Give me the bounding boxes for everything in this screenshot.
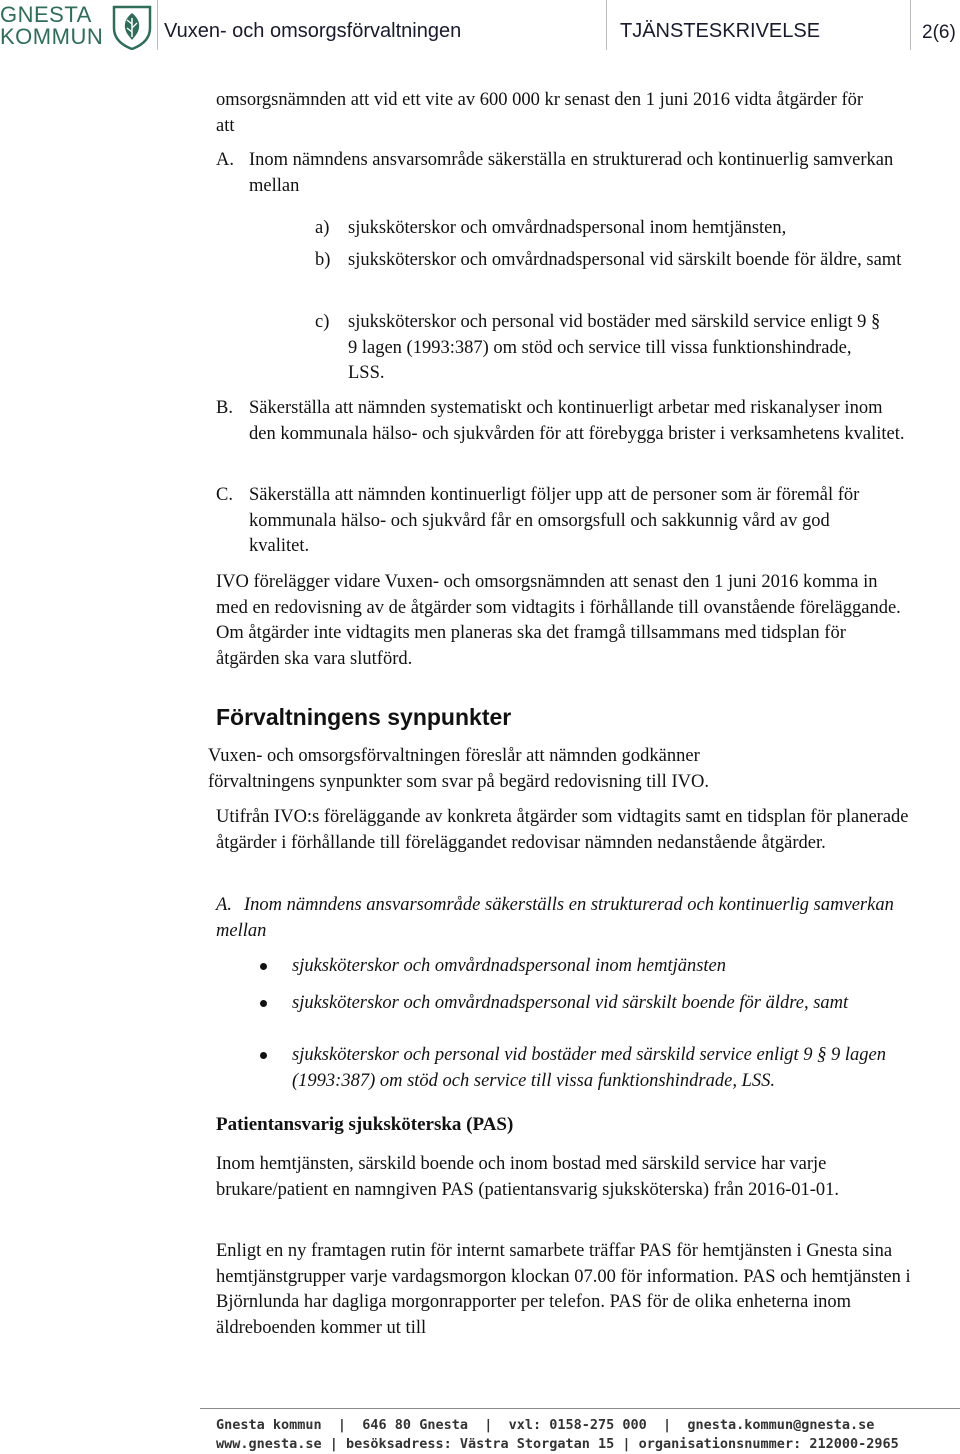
header-page-number: 2(6) [922, 22, 956, 43]
list-marker-a: a) [315, 218, 330, 238]
page-header [0, 0, 960, 66]
bullet-icon [260, 1052, 267, 1059]
bullet-item: sjuksköterskor och omvårdnadspersonal vid särskilt boende för äldre, samt [292, 993, 849, 1013]
pas-heading: Patientansvarig sjuksköterska (PAS) [216, 1114, 514, 1135]
pas-paragraph-2: Enligt en ny framtagen rutin för internt samarbete träffar PAS för hemtjänsten i Gnesta sina hemtjänstgrupper varje vardagsmorgon klockan 07.00 för information. PAS och hemtjänsten i Björnlunda har dagliga morgonrapporter per telefon. PAS för de olika enheterna inom äldreboenden kommer ut till [216, 1241, 911, 1338]
list-marker-C: C. [216, 485, 233, 505]
footer-address-line: www.gnesta.se | besöksadress: Västra Storgatan 15 | organisationsnummer: 212000-2965 [216, 1436, 899, 1452]
gnesta-kommun-logo [0, 2, 160, 52]
bullet-icon [260, 1000, 267, 1007]
bullet-item: sjuksköterskor och personal vid bostäder med särskild service enligt 9 § 9 lagen (1993:387) om stöd och service till vissa funktionshindrade, LSS. [292, 1045, 886, 1091]
item-B-text: Säkerställa att nämnden systematiskt och kontinuerligt arbetar med riskanalyser inom den kommunala hälso- och sjukvården för att förebygga brister i verksamhetens kvalitet. [249, 398, 905, 444]
logo-text-line2: KOMMUN [0, 24, 104, 49]
bullet-icon [260, 963, 267, 970]
item-C-text: Säkerställa att nämnden kontinuerligt följer upp att de personer som är föremål för kommunala hälso- och sjukvård får en omsorgsfull och sakkunnig vård av god kvalitet. [249, 485, 860, 556]
header-divider [910, 0, 911, 50]
pas-paragraph-1: Inom hemtjänsten, särskild boende och inom bostad med särskild service har varje brukare/patient en namngiven PAS (patientansvarig sjuksköterska) från 2016-01-01. [216, 1154, 840, 1200]
section-heading: Förvaltningens synpunkter [216, 704, 512, 730]
header-organization: Vuxen- och omsorgsförvaltningen [164, 20, 462, 42]
item-A-text: Inom nämndens ansvarsområde säkerställa en strukturerad och kontinuerlig samverkan mellan [249, 150, 894, 196]
ivo-paragraph: IVO förelägger vidare Vuxen- och omsorgsnämnden att senast den 1 juni 2016 komma in med en redovisning av de åtgärder som vidtagits i förhållande till ovanstående föreläggande. Om åtgärder inte vidtagits men planeras ska det framgå tillsammans med tidsplan för åtgärden ska vara slutförd. [216, 572, 901, 669]
proposal-paragraph: Vuxen- och omsorgsförvaltningen föreslår att nämnden godkänner förvaltningens synpunkter som svar på begärd redovisning till IVO. [208, 746, 709, 792]
item-c-text: sjuksköterskor och personal vid bostäder med särskild service enligt 9 § 9 lagen (1993:387) om stöd och service till vissa funktionshindrade, LSS. [348, 312, 881, 383]
list-marker-A: A. [216, 150, 234, 170]
list-marker-B: B. [216, 398, 233, 418]
item-A2-text: Inom nämndens ansvarsområde säkerställs en strukturerad och kontinuerlig samverkan mellan [216, 895, 894, 941]
header-divider [157, 0, 158, 50]
list-marker-c: c) [315, 312, 330, 332]
footer-contact-line: Gnesta kommun | 646 80 Gnesta | vxl: 0158-275 000 | gnesta.kommun@gnesta.se [216, 1417, 875, 1433]
intro-paragraph: omsorgsnämnden att vid ett vite av 600 000 kr senast den 1 juni 2016 vidta åtgärder för att [216, 90, 864, 136]
logo-text-line1: GNESTA [0, 2, 92, 27]
header-divider [606, 0, 607, 50]
list-marker-A2: A. [216, 895, 232, 915]
item-b-text: sjuksköterskor och omvårdnadspersonal vid särskilt boende för äldre, samt [348, 250, 902, 270]
bullet-item: sjuksköterskor och omvårdnadspersonal inom hemtjänsten [292, 956, 727, 976]
footer-divider [200, 1408, 960, 1409]
list-marker-b: b) [315, 250, 331, 270]
header-document-type: TJÄNSTESKRIVELSE [620, 20, 821, 42]
item-a-text: sjuksköterskor och omvårdnadspersonal inom hemtjänsten, [348, 218, 787, 238]
measures-paragraph: Utifrån IVO:s föreläggande av konkreta åtgärder som vidtagits samt en tidsplan för planerade åtgärder i förhållande till föreläggandet redovisar nämnden nedanstående åtgärder. [216, 807, 909, 853]
coat-of-arms-icon [110, 4, 154, 50]
